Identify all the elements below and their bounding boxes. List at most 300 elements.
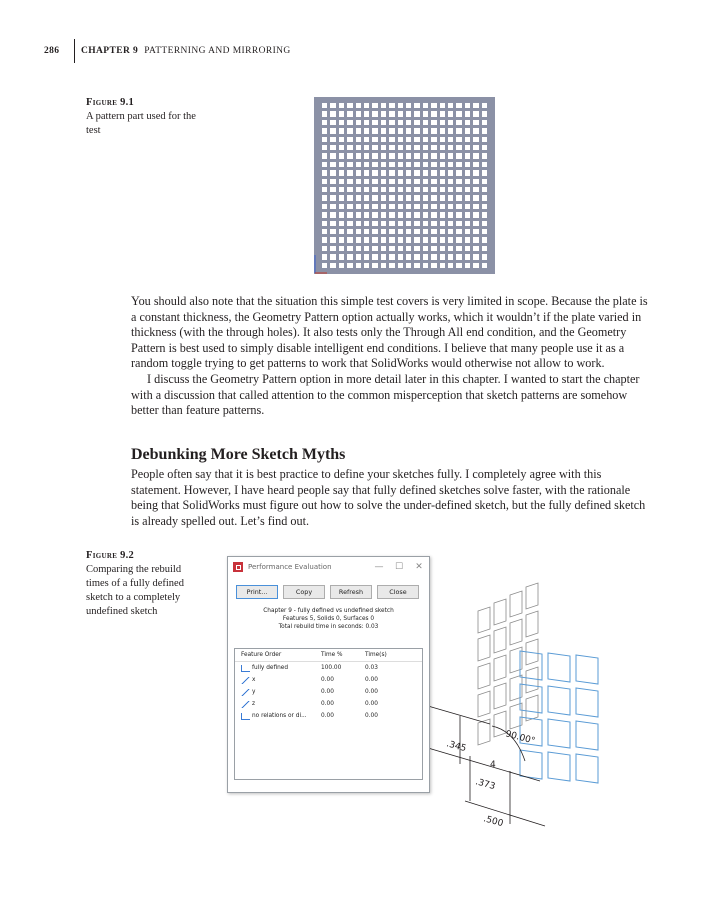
plate-hole	[423, 187, 428, 192]
time-seconds: 0.00	[365, 677, 378, 683]
plate-hole	[322, 204, 327, 209]
sketch-rectangle	[548, 686, 570, 715]
feature-counts: Features 5, Solids 0, Surfaces 0	[282, 616, 375, 622]
plate-hole	[440, 221, 445, 226]
plate-hole	[356, 237, 361, 242]
close-button[interactable]: Close	[377, 585, 419, 599]
plate-hole	[389, 128, 394, 133]
body-text-block-2	[131, 467, 651, 529]
plate-hole	[406, 254, 411, 259]
plate-hole	[482, 212, 487, 217]
plate-hole	[398, 145, 403, 150]
plate-hole	[423, 145, 428, 150]
plate-hole	[347, 153, 352, 158]
plate-hole	[465, 128, 470, 133]
plate-hole	[465, 229, 470, 234]
plate-hole	[456, 145, 461, 150]
plate-hole	[448, 221, 453, 226]
feature-name: y	[252, 689, 256, 695]
plate-hole	[406, 179, 411, 184]
plate-hole	[322, 237, 327, 242]
page-number: 286	[44, 46, 60, 56]
plate-hole	[381, 137, 386, 142]
plate-hole	[473, 103, 478, 108]
sketch-pattern-graphic	[420, 556, 620, 836]
plate-hole	[322, 229, 327, 234]
plate-hole	[431, 170, 436, 175]
plate-hole	[398, 170, 403, 175]
plate-hole	[381, 103, 386, 108]
plate-hole	[431, 120, 436, 125]
column-header[interactable]: Feature Order	[241, 652, 282, 658]
plate-hole	[356, 204, 361, 209]
plate-hole	[389, 179, 394, 184]
plate-hole	[330, 221, 335, 226]
plate-hole	[330, 103, 335, 108]
plate-hole	[364, 212, 369, 217]
plate-hole	[381, 128, 386, 133]
plate-hole	[473, 179, 478, 184]
copy-button[interactable]: Copy	[283, 585, 325, 599]
plate-hole	[482, 229, 487, 234]
sketch-rectangle	[520, 750, 542, 779]
plate-hole	[356, 137, 361, 142]
plate-hole	[482, 204, 487, 209]
plate-hole	[440, 137, 445, 142]
plate-hole	[364, 145, 369, 150]
plate-hole	[456, 120, 461, 125]
chapter-title: PATTERNING AND MIRRORING	[144, 46, 291, 56]
plate-hole	[330, 137, 335, 142]
plate-hole	[364, 263, 369, 268]
plate-hole	[406, 263, 411, 268]
plate-hole	[423, 170, 428, 175]
sketch-icon	[241, 713, 250, 720]
plate-hole	[364, 204, 369, 209]
table-row[interactable]	[235, 674, 422, 686]
plate-hole	[347, 204, 352, 209]
plate-hole	[414, 221, 419, 226]
plate-hole	[456, 246, 461, 251]
plate-hole	[456, 162, 461, 167]
plate-hole	[364, 254, 369, 259]
plate-hole	[440, 162, 445, 167]
feature-name: no relations or di...	[252, 713, 307, 719]
plate-hole	[440, 254, 445, 259]
plate-hole	[372, 187, 377, 192]
plate-hole	[465, 103, 470, 108]
plate-hole	[364, 162, 369, 167]
plate-hole	[398, 263, 403, 268]
sketch-rectangle	[526, 695, 538, 721]
section-heading: Debunking More Sketch Myths	[131, 446, 346, 463]
plate-hole	[482, 221, 487, 226]
total-rebuild-time: Total rebuild time in seconds: 0.03	[278, 624, 379, 630]
plate-hole	[389, 162, 394, 167]
plate-hole	[381, 111, 386, 116]
plate-hole	[482, 170, 487, 175]
plate-hole	[431, 204, 436, 209]
plate-hole	[448, 103, 453, 108]
plate-hole	[330, 120, 335, 125]
pattern-plate-image	[314, 97, 495, 274]
plate-hole	[339, 195, 344, 200]
plate-hole	[465, 137, 470, 142]
sketch-rectangle	[478, 691, 490, 717]
figure-9-1-caption	[86, 96, 196, 138]
plate-hole	[364, 153, 369, 158]
plate-hole	[406, 212, 411, 217]
plate-hole	[456, 128, 461, 133]
plate-hole	[456, 153, 461, 158]
plate-hole	[440, 195, 445, 200]
plate-hole	[322, 103, 327, 108]
feature-name: z	[252, 701, 256, 707]
plate-hole	[330, 145, 335, 150]
plate-hole	[423, 204, 428, 209]
plate-hole	[372, 179, 377, 184]
plate-hole	[339, 263, 344, 268]
plate-hole	[372, 263, 377, 268]
plate-hole	[339, 237, 344, 242]
plate-hole	[339, 221, 344, 226]
plate-hole	[456, 229, 461, 234]
plate-hole	[347, 187, 352, 192]
plate-hole	[347, 179, 352, 184]
plate-hole	[465, 120, 470, 125]
plate-hole	[414, 263, 419, 268]
plate-hole	[473, 254, 478, 259]
plate-hole	[330, 246, 335, 251]
plate-hole	[381, 195, 386, 200]
plate-hole	[473, 221, 478, 226]
evaluation-summary	[228, 607, 429, 631]
plate-hole	[448, 153, 453, 158]
plate-hole	[381, 254, 386, 259]
plate-hole	[440, 153, 445, 158]
sketch-rectangle	[526, 611, 538, 637]
plate-hole	[398, 179, 403, 184]
plate-hole	[414, 229, 419, 234]
time-percent: 100.00	[321, 665, 342, 671]
table-row[interactable]	[235, 698, 422, 710]
figure-label: Figure 9.2	[86, 550, 135, 561]
plate-hole	[414, 145, 419, 150]
plate-hole	[431, 103, 436, 108]
plate-hole	[322, 137, 327, 142]
plate-hole	[406, 128, 411, 133]
plate-hole	[322, 246, 327, 251]
plate-hole	[456, 137, 461, 142]
sketch-line-icon	[241, 689, 250, 696]
plate-hole	[414, 162, 419, 167]
button-row	[228, 577, 429, 599]
plate-hole	[381, 263, 386, 268]
plate-hole	[414, 212, 419, 217]
minimize-icon[interactable]: —	[374, 562, 384, 572]
plate-hole	[465, 204, 470, 209]
plate-hole	[482, 195, 487, 200]
plate-hole	[322, 221, 327, 226]
plate-hole	[456, 187, 461, 192]
plate-hole	[414, 120, 419, 125]
figure-caption-text: A pattern part used for the test	[86, 111, 196, 136]
paragraph: I discuss the Geometry Pattern option in more detail later in this chapter. I wanted to start the chapter with a discussion that called attention to the common misperception that sketch patterns are somehow better than feature patterns.	[131, 371, 640, 418]
paragraph: People often say that it is best practice to define your sketches fully. I completely agree with this statement. However, I have heard people say that fully defined sketches solve faster, with the rationale being that SolidWorks must figure out how to solve the under-defined sketch, but the fully defined sketch is already spelled out. Let’s find out.	[131, 467, 646, 528]
time-seconds: 0.00	[365, 689, 378, 695]
plate-hole	[322, 195, 327, 200]
table-row[interactable]	[235, 710, 422, 722]
plate-hole	[448, 237, 453, 242]
plate-hole	[465, 246, 470, 251]
plate-hole	[398, 195, 403, 200]
sketch-rectangle	[526, 667, 538, 693]
plate-hole	[423, 246, 428, 251]
plate-hole	[414, 111, 419, 116]
plate-hole	[372, 237, 377, 242]
plate-hole	[372, 221, 377, 226]
plate-hole	[423, 254, 428, 259]
plate-hole	[364, 120, 369, 125]
plate-hole	[423, 195, 428, 200]
plate-hole	[381, 229, 386, 234]
plate-hole	[356, 246, 361, 251]
plate-hole	[381, 170, 386, 175]
dimension-label: .345	[445, 739, 468, 755]
plate-hole	[389, 221, 394, 226]
running-head	[44, 38, 291, 64]
plate-hole	[356, 229, 361, 234]
plate-hole	[456, 103, 461, 108]
column-header[interactable]: Time(s)	[365, 652, 387, 658]
plate-hole	[339, 229, 344, 234]
plate-hole	[389, 187, 394, 192]
sketch-rectangle	[478, 635, 490, 661]
plate-hole	[347, 221, 352, 226]
plate-hole	[406, 229, 411, 234]
plate-hole	[372, 137, 377, 142]
plate-hole	[448, 179, 453, 184]
plate-hole	[431, 162, 436, 167]
sketch-rectangle	[478, 607, 490, 633]
plate-hole	[423, 237, 428, 242]
plate-hole	[339, 246, 344, 251]
time-percent: 0.00	[321, 701, 334, 707]
plate-hole	[372, 145, 377, 150]
plate-hole	[356, 145, 361, 150]
plate-hole	[322, 170, 327, 175]
plate-hole	[389, 229, 394, 234]
plate-hole	[389, 137, 394, 142]
sketch-rectangle	[548, 752, 570, 781]
plate-hole	[406, 187, 411, 192]
plate-hole	[473, 229, 478, 234]
plate-hole	[347, 246, 352, 251]
plate-hole	[423, 120, 428, 125]
plate-hole	[431, 221, 436, 226]
sketch-line-icon	[241, 677, 250, 684]
plate-hole	[440, 263, 445, 268]
plate-hole	[482, 111, 487, 116]
plate-hole	[389, 170, 394, 175]
plate-hole	[398, 162, 403, 167]
plate-hole	[381, 120, 386, 125]
plate-hole	[339, 137, 344, 142]
plate-hole	[389, 237, 394, 242]
figure-label: Figure 9.1	[86, 97, 135, 108]
plate-hole	[389, 212, 394, 217]
plate-hole	[339, 204, 344, 209]
plate-hole	[423, 162, 428, 167]
plate-hole	[347, 229, 352, 234]
sketch-rectangle	[520, 684, 542, 713]
plate-hole	[364, 237, 369, 242]
plate-hole	[356, 120, 361, 125]
plate-hole	[465, 170, 470, 175]
plate-hole	[465, 162, 470, 167]
plate-hole	[330, 162, 335, 167]
plate-hole	[322, 187, 327, 192]
plate-hole	[482, 137, 487, 142]
plate-hole	[473, 195, 478, 200]
angle-dimension: 90.00°	[504, 729, 537, 747]
plate-hole	[465, 179, 470, 184]
plate-hole	[372, 170, 377, 175]
plate-hole	[482, 103, 487, 108]
plate-hole	[423, 103, 428, 108]
plate-hole	[347, 145, 352, 150]
performance-evaluation-window	[227, 556, 430, 793]
dimension-label: .500	[482, 814, 505, 830]
plate-hole	[372, 204, 377, 209]
plate-hole	[482, 187, 487, 192]
plate-hole	[330, 170, 335, 175]
plate-hole	[339, 162, 344, 167]
plate-hole	[440, 170, 445, 175]
plate-hole	[381, 246, 386, 251]
plate-hole	[482, 263, 487, 268]
plate-hole	[406, 137, 411, 142]
plate-hole	[440, 237, 445, 242]
plate-hole	[330, 212, 335, 217]
plate-hole	[398, 246, 403, 251]
close-icon[interactable]: ✕	[415, 562, 423, 572]
plate-hole	[389, 204, 394, 209]
plate-hole	[364, 128, 369, 133]
table-row[interactable]	[235, 686, 422, 698]
plate-hole	[372, 111, 377, 116]
plate-hole	[406, 195, 411, 200]
plate-hole	[364, 111, 369, 116]
plate-hole	[389, 111, 394, 116]
plate-hole	[364, 195, 369, 200]
plate-hole	[473, 212, 478, 217]
plate-hole	[448, 111, 453, 116]
sketch-rectangle	[576, 721, 598, 750]
plate-hole	[482, 128, 487, 133]
plate-hole	[448, 263, 453, 268]
column-header[interactable]: Time %	[321, 652, 343, 658]
plate-hole	[339, 120, 344, 125]
plate-hole	[372, 195, 377, 200]
plate-hole	[414, 153, 419, 158]
refresh-button[interactable]: Refresh	[330, 585, 372, 599]
sketch-rectangle	[510, 619, 522, 645]
plate-hole	[473, 263, 478, 268]
origin-icon	[311, 255, 327, 277]
time-seconds: 0.03	[365, 665, 378, 671]
table-row[interactable]	[235, 662, 422, 674]
plate-hole	[423, 128, 428, 133]
plate-hole	[356, 254, 361, 259]
plate-hole	[448, 162, 453, 167]
plate-hole	[389, 145, 394, 150]
plate-hole	[398, 103, 403, 108]
plate-hole	[356, 221, 361, 226]
plate-hole	[372, 229, 377, 234]
plate-hole	[414, 137, 419, 142]
sketch-line-icon	[241, 701, 250, 708]
paragraph: You should also note that the situation this simple test covers is very limited in scope. Because the plate is a constant thickness, the Geometry Pattern option actually works, which it wouldn’t if the plate varied in thickness (with the through holes). It also tests only the Through All end condition, and the Geometry Pattern is best used to simply disable intelligent end conditions. I believe that many people use it as a random toggle trying to get patterns to work that SolidWorks would otherwise not allow to work.	[131, 294, 648, 371]
plate-hole	[347, 120, 352, 125]
plate-hole	[456, 204, 461, 209]
plate-hole	[423, 229, 428, 234]
maximize-icon[interactable]: ☐	[394, 562, 404, 572]
plate-hole	[414, 195, 419, 200]
plate-hole	[473, 145, 478, 150]
plate-hole	[406, 246, 411, 251]
plate-hole	[389, 195, 394, 200]
plate-hole	[431, 237, 436, 242]
plate-hole	[339, 254, 344, 259]
plate-hole	[364, 137, 369, 142]
plate-hole	[330, 111, 335, 116]
time-percent: 0.00	[321, 713, 334, 719]
plate-hole	[465, 153, 470, 158]
plate-hole	[431, 212, 436, 217]
plate-hole	[398, 111, 403, 116]
plate-hole	[406, 162, 411, 167]
plate-hole	[330, 229, 335, 234]
plate-hole	[473, 170, 478, 175]
plate-hole	[440, 187, 445, 192]
plate-hole	[347, 162, 352, 167]
plate-hole	[398, 153, 403, 158]
plate-hole	[389, 103, 394, 108]
plate-hole	[339, 187, 344, 192]
plate-hole	[414, 128, 419, 133]
sketch-rectangle	[510, 591, 522, 617]
plate-hole	[356, 179, 361, 184]
plate-hole	[423, 212, 428, 217]
plate-hole	[414, 254, 419, 259]
sketch-rectangle	[526, 583, 538, 609]
plate-hole	[456, 179, 461, 184]
plate-hole	[465, 254, 470, 259]
plate-hole	[448, 187, 453, 192]
plate-hole	[473, 187, 478, 192]
plate-hole	[389, 120, 394, 125]
plate-hole	[423, 179, 428, 184]
plate-hole	[423, 263, 428, 268]
print-button[interactable]: Print...	[236, 585, 278, 599]
plate-hole	[398, 137, 403, 142]
plate-hole	[456, 263, 461, 268]
sketch-rectangle	[548, 653, 570, 682]
plate-hole	[356, 153, 361, 158]
pattern-count-label: 4	[490, 760, 496, 770]
solidworks-app-icon	[233, 562, 243, 572]
